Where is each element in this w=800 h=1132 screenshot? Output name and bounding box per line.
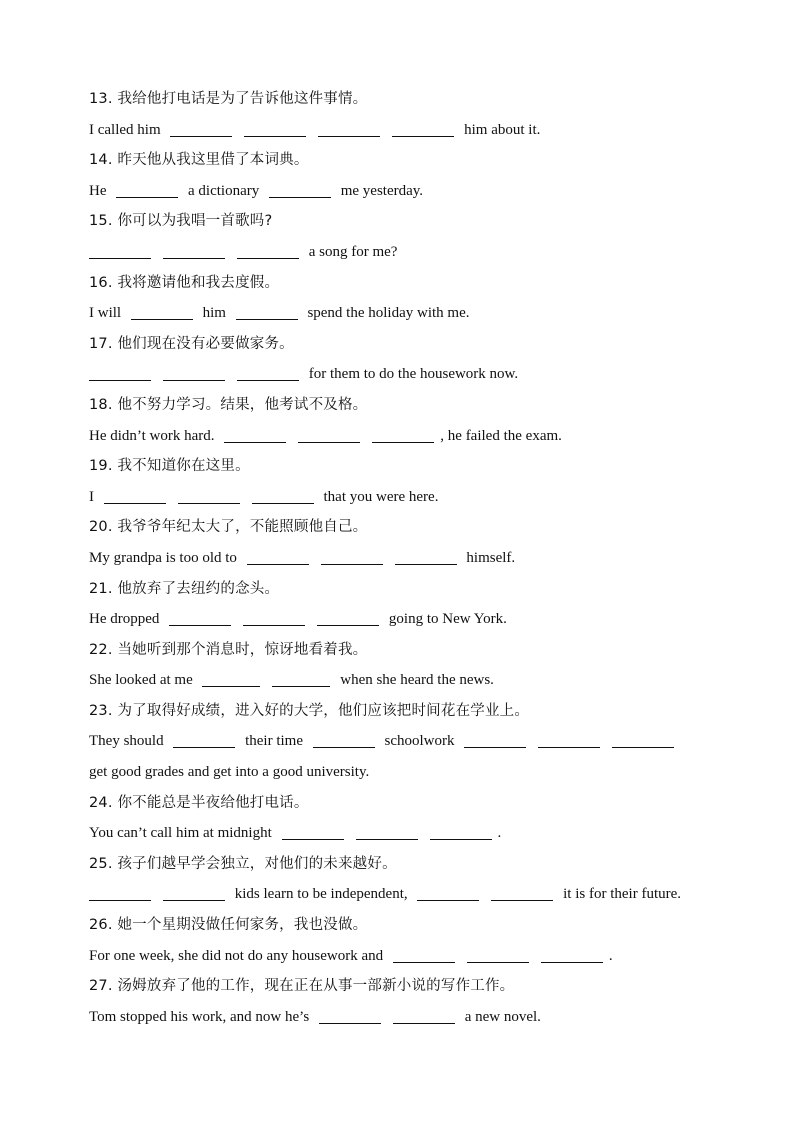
exercise-number: 17.: [89, 335, 113, 352]
english-sentence: [89, 726, 769, 757]
exercise-number: 25.: [89, 855, 113, 872]
sentence-text: You can’t call him at midnight: [89, 825, 276, 842]
english-sentence: [89, 665, 769, 696]
exercise-prompt: [89, 84, 769, 115]
answer-blank[interactable]: [612, 731, 674, 748]
exercise-number: 18.: [89, 396, 113, 413]
exercise-prompt: [89, 206, 769, 237]
chinese-sentence: 他不努力学习。结果，他考试不及格。: [117, 396, 368, 413]
answer-blank[interactable]: [224, 426, 286, 443]
exercise-prompt: [89, 390, 769, 421]
sentence-text: I called him: [89, 121, 165, 138]
chinese-sentence: 为了取得好成绩，进入好的大学，他们应该把时间花在学业上。: [117, 702, 530, 719]
answer-blank[interactable]: [170, 120, 232, 137]
answer-blank[interactable]: [163, 242, 225, 259]
exercise-list: [89, 84, 769, 1032]
exercise-prompt: [89, 329, 769, 360]
answer-blank[interactable]: [464, 731, 526, 748]
sentence-text: for them to do the housework now.: [305, 366, 519, 383]
sentence-text: him about it.: [460, 121, 541, 138]
answer-blank[interactable]: [395, 548, 457, 565]
english-sentence: [89, 818, 769, 849]
chinese-sentence: 她一个星期没做任何家务，我也没做。: [117, 917, 368, 934]
sentence-text: a new novel.: [460, 1008, 541, 1025]
exercise-prompt: [89, 145, 769, 176]
answer-blank[interactable]: [282, 823, 344, 840]
answer-blank[interactable]: [131, 303, 193, 320]
exercise-number: 21.: [89, 580, 113, 597]
answer-blank[interactable]: [313, 731, 375, 748]
sentence-text: He dropped: [89, 611, 164, 628]
answer-blank[interactable]: [392, 120, 454, 137]
answer-blank[interactable]: [356, 823, 418, 840]
answer-blank[interactable]: [237, 364, 299, 381]
chinese-sentence: 昨天他从我这里借了本词典。: [117, 152, 309, 169]
answer-blank[interactable]: [393, 1007, 455, 1024]
exercise-number: 23.: [89, 702, 113, 719]
english-sentence: [89, 941, 769, 972]
english-sentence: [89, 237, 769, 268]
exercise-prompt: [89, 268, 769, 299]
english-sentence: [89, 359, 769, 390]
sentence-text: him: [198, 305, 230, 322]
sentence-text: They should: [89, 733, 168, 750]
sentence-text: me yesterday.: [336, 182, 424, 199]
answer-blank[interactable]: [252, 487, 314, 504]
english-sentence: [89, 1002, 769, 1033]
exercise-prompt: [89, 635, 769, 666]
answer-blank[interactable]: [319, 1007, 381, 1024]
sentence-text: it is for their future.: [559, 886, 682, 903]
chinese-sentence: 他放弃了去纽约的念头。: [117, 580, 280, 597]
sentence-text: Tom stopped his work, and now he’s: [89, 1008, 313, 1025]
exercise-number: 19.: [89, 458, 113, 475]
answer-blank[interactable]: [89, 364, 151, 381]
answer-blank[interactable]: [89, 884, 151, 901]
exercise-prompt: [89, 971, 769, 1002]
english-sentence: [89, 879, 769, 910]
answer-blank[interactable]: [272, 670, 330, 687]
answer-blank[interactable]: [236, 303, 298, 320]
answer-blank[interactable]: [116, 181, 178, 198]
answer-blank[interactable]: [163, 884, 225, 901]
answer-blank[interactable]: [430, 823, 492, 840]
exercise-number: 16.: [89, 274, 113, 291]
sentence-text: get good grades and get into a good university.: [89, 764, 370, 781]
exercise-prompt: [89, 451, 769, 482]
english-sentence-continued: [89, 757, 769, 788]
sentence-text: kids learn to be independent,: [231, 886, 412, 903]
exercise-number: 24.: [89, 794, 113, 811]
english-sentence: [89, 604, 769, 635]
sentence-text: My grandpa is too old to: [89, 549, 241, 566]
chinese-sentence: 孩子们越早学会独立，对他们的未来越好。: [117, 855, 397, 872]
answer-blank[interactable]: [317, 609, 379, 626]
chinese-sentence: 我不知道你在这里。: [117, 458, 250, 475]
answer-blank[interactable]: [321, 548, 383, 565]
chinese-sentence: 我爷爷年纪太大了，不能照顾他自己。: [117, 519, 368, 536]
exercise-prompt: [89, 849, 769, 880]
exercise-number: 20.: [89, 519, 113, 536]
answer-blank[interactable]: [89, 242, 151, 259]
sentence-text: that you were here.: [319, 488, 439, 505]
sentence-text: For one week, she did not do any housework and: [89, 947, 387, 964]
answer-blank[interactable]: [491, 884, 553, 901]
chinese-sentence: 你不能总是半夜给他打电话。: [117, 794, 309, 811]
answer-blank[interactable]: [417, 884, 479, 901]
sentence-text: .: [497, 825, 502, 842]
chinese-sentence: 我将邀请他和我去度假。: [117, 274, 280, 291]
exercise-number: 14.: [89, 152, 113, 169]
answer-blank[interactable]: [243, 609, 305, 626]
sentence-text: a song for me?: [305, 243, 398, 260]
answer-blank[interactable]: [393, 946, 455, 963]
chinese-sentence: 他们现在没有必要做家务。: [117, 335, 294, 352]
english-sentence: [89, 482, 769, 513]
exercise-prompt: [89, 910, 769, 941]
answer-blank[interactable]: [541, 946, 603, 963]
sentence-text: He didn’t work hard.: [89, 427, 219, 444]
english-sentence: [89, 543, 769, 574]
answer-blank[interactable]: [244, 120, 306, 137]
exercise-number: 15.: [89, 213, 113, 230]
answer-blank[interactable]: [104, 487, 166, 504]
exercise-prompt: [89, 788, 769, 819]
exercise-prompt: [89, 512, 769, 543]
chinese-sentence: 你可以为我唱一首歌吗?: [117, 213, 273, 230]
sentence-text: a dictionary: [184, 182, 263, 199]
sentence-text: their time: [241, 733, 307, 750]
sentence-text: She looked at me: [89, 672, 197, 689]
sentence-text: himself.: [462, 549, 516, 566]
answer-blank[interactable]: [237, 242, 299, 259]
sentence-text: I will: [89, 305, 125, 322]
exercise-number: 27.: [89, 978, 113, 995]
sentence-text: schoolwork: [380, 733, 459, 750]
answer-blank[interactable]: [169, 609, 231, 626]
answer-blank[interactable]: [318, 120, 380, 137]
answer-blank[interactable]: [202, 670, 260, 687]
exercise-prompt: [89, 574, 769, 605]
sentence-text: spend the holiday with me.: [303, 305, 470, 322]
answer-blank[interactable]: [467, 946, 529, 963]
english-sentence: [89, 115, 769, 146]
answer-blank[interactable]: [372, 426, 434, 443]
answer-blank[interactable]: [298, 426, 360, 443]
chinese-sentence: 当她听到那个消息时，惊讶地看着我。: [117, 641, 368, 658]
sentence-text: .: [608, 947, 613, 964]
exercise-number: 13.: [89, 91, 113, 107]
sentence-text: I: [89, 488, 98, 505]
english-sentence: [89, 421, 769, 452]
sentence-text: going to New York.: [385, 611, 507, 628]
answer-blank[interactable]: [163, 364, 225, 381]
answer-blank[interactable]: [173, 731, 235, 748]
chinese-sentence: 汤姆放弃了他的工作，现在正在从事一部新小说的写作工作。: [117, 978, 515, 995]
exercise-number: 26.: [89, 917, 113, 934]
english-sentence: [89, 298, 769, 329]
answer-blank[interactable]: [178, 487, 240, 504]
english-sentence: [89, 176, 769, 207]
sentence-text: He: [89, 182, 111, 199]
sentence-text: when she heard the news.: [336, 672, 494, 689]
exercise-prompt: [89, 696, 769, 727]
answer-blank[interactable]: [247, 548, 309, 565]
exercise-number: 22.: [89, 641, 113, 658]
sentence-text: , he failed the exam.: [440, 427, 562, 444]
answer-blank[interactable]: [269, 181, 331, 198]
answer-blank[interactable]: [538, 731, 600, 748]
chinese-sentence: 我给他打电话是为了告诉他这件事情。: [117, 91, 368, 107]
